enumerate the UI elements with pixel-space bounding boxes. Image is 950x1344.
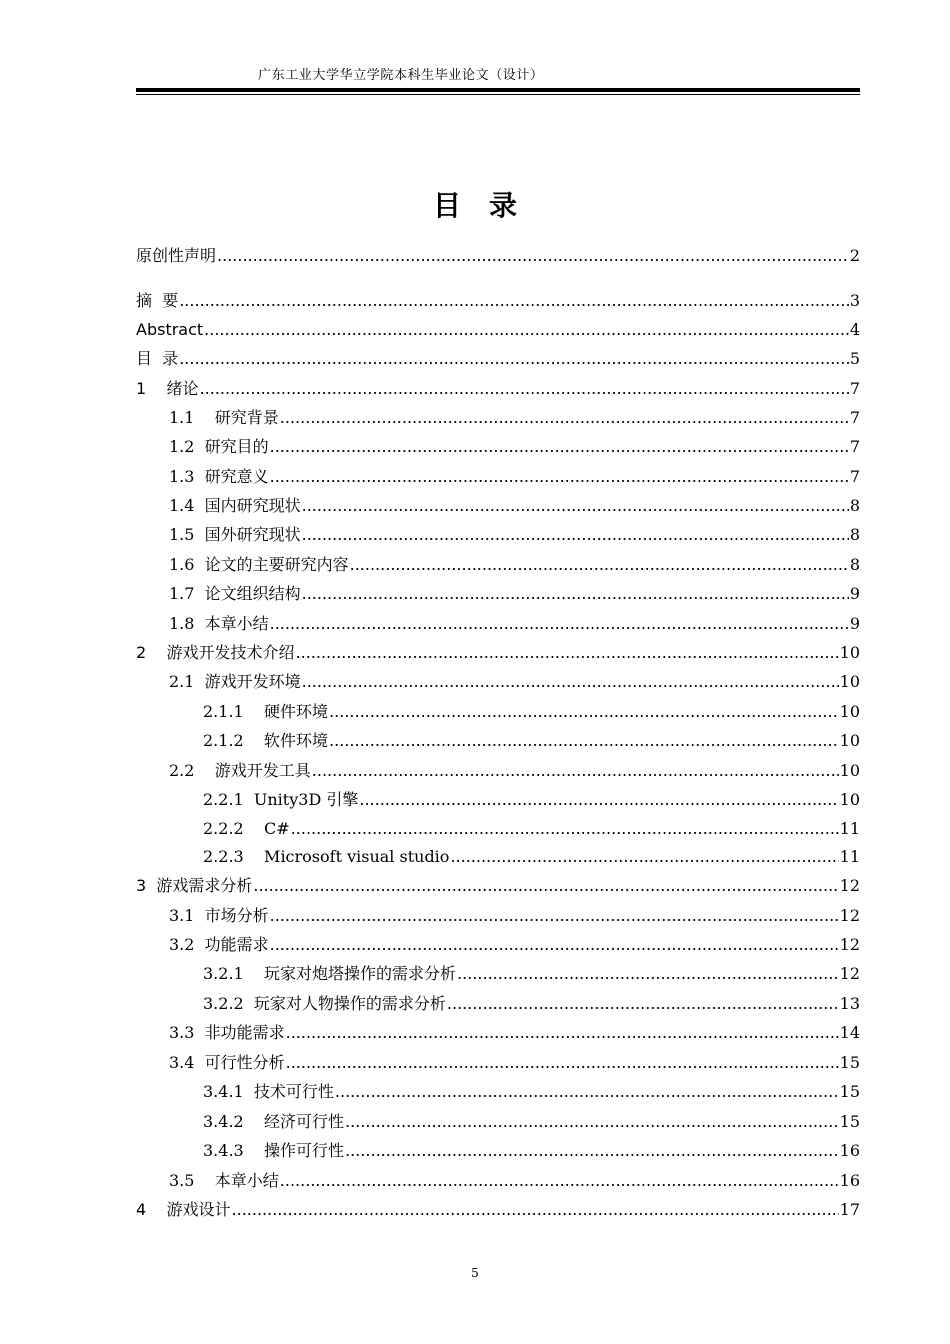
toc-entry-page: 7 bbox=[849, 437, 860, 456]
toc-entry-page: 11 bbox=[839, 819, 860, 838]
toc-leader-dots bbox=[302, 525, 849, 545]
toc-entry-page: 2 bbox=[849, 246, 860, 265]
toc-entry-page: 15 bbox=[839, 1053, 860, 1072]
toc-entry-label: 2.1 游戏开发环境 bbox=[169, 672, 301, 691]
toc-entry[interactable] bbox=[136, 639, 860, 663]
toc-entry[interactable] bbox=[136, 1049, 860, 1073]
toc-leader-dots bbox=[204, 320, 849, 340]
toc-entry-page: 5 bbox=[849, 349, 860, 368]
toc-leader-dots bbox=[280, 408, 849, 428]
toc-entry[interactable] bbox=[136, 551, 860, 575]
toc-entry[interactable] bbox=[136, 610, 860, 634]
toc-leader-dots bbox=[253, 876, 838, 896]
toc-entry-page: 17 bbox=[839, 1200, 860, 1219]
toc-entry-label: 2.2.1 Unity3D 引擎 bbox=[203, 790, 359, 809]
toc-entry-label: 3.1 市场分析 bbox=[169, 906, 269, 925]
toc-leader-dots bbox=[270, 614, 849, 634]
toc-leader-dots bbox=[457, 964, 839, 984]
toc-entry[interactable] bbox=[136, 580, 860, 604]
toc-entry-label: 目 录 bbox=[136, 349, 179, 368]
toc-entry-label: 3.2.1 玩家对炮塔操作的需求分析 bbox=[203, 964, 457, 983]
toc-entry-label: 1 绪论 bbox=[136, 379, 199, 398]
toc-leader-dots bbox=[345, 1112, 839, 1132]
toc-entry-page: 10 bbox=[839, 672, 860, 691]
toc-entry[interactable] bbox=[136, 242, 860, 266]
toc-entry-page: 3 bbox=[849, 291, 860, 310]
toc-entry-page: 13 bbox=[839, 994, 860, 1013]
toc-entry[interactable] bbox=[136, 872, 860, 896]
toc-entry[interactable] bbox=[136, 990, 860, 1014]
toc-entry-label: 2.1.1 硬件环境 bbox=[203, 702, 329, 721]
toc-entry[interactable] bbox=[136, 698, 860, 722]
toc-entry[interactable] bbox=[136, 786, 860, 810]
toc-entry-label: 2.2.2 C# bbox=[203, 819, 290, 838]
toc-leader-dots bbox=[329, 702, 839, 722]
toc-leader-dots bbox=[270, 467, 849, 487]
toc-entry-label: 3.2 功能需求 bbox=[169, 935, 269, 954]
header-rule-thin bbox=[136, 94, 860, 95]
toc-leader-dots bbox=[286, 1023, 839, 1043]
toc-leader-dots bbox=[296, 643, 839, 663]
toc-entry-page: 12 bbox=[839, 964, 860, 983]
toc-entry[interactable] bbox=[136, 404, 860, 428]
toc-leader-dots bbox=[179, 349, 849, 369]
toc-entry[interactable] bbox=[136, 668, 860, 692]
toc-entry[interactable] bbox=[136, 316, 860, 340]
toc-leader-dots bbox=[270, 437, 849, 457]
toc-entry-label: 1.2 研究目的 bbox=[169, 437, 269, 456]
toc-entry-page: 8 bbox=[849, 525, 860, 544]
toc-entry[interactable] bbox=[136, 815, 860, 839]
toc-entry-page: 15 bbox=[839, 1112, 860, 1131]
toc-entry-label: 3 游戏需求分析 bbox=[136, 876, 253, 895]
toc-leader-dots bbox=[217, 246, 849, 266]
toc-entry-label: 2.2 游戏开发工具 bbox=[169, 761, 311, 780]
toc-entry[interactable] bbox=[136, 1167, 860, 1191]
toc-entry-page: 16 bbox=[839, 1141, 860, 1160]
toc-leader-dots bbox=[291, 819, 839, 839]
toc-leader-dots bbox=[302, 496, 849, 516]
toc-entry[interactable] bbox=[136, 727, 860, 751]
toc-entry-page: 7 bbox=[849, 379, 860, 398]
toc-entry[interactable] bbox=[136, 1019, 860, 1043]
page-title: 目 录 bbox=[432, 189, 517, 222]
toc-entry-page: 10 bbox=[839, 761, 860, 780]
toc-leader-dots bbox=[286, 1053, 839, 1073]
toc-entry-page: 16 bbox=[839, 1171, 860, 1190]
toc-entry[interactable] bbox=[136, 843, 860, 867]
toc-entry-page: 8 bbox=[849, 555, 860, 574]
toc-entry-label: 1.5 国外研究现状 bbox=[169, 525, 301, 544]
toc-entry-label: 1.4 国内研究现状 bbox=[169, 496, 301, 515]
toc-leader-dots bbox=[270, 935, 839, 955]
toc-leader-dots bbox=[335, 1082, 839, 1102]
toc-entry-page: 12 bbox=[839, 876, 860, 895]
toc-leader-dots bbox=[302, 672, 839, 692]
toc-entry-label: 原创性声明 bbox=[136, 246, 217, 265]
toc-entry[interactable] bbox=[136, 1078, 860, 1102]
toc-entry[interactable] bbox=[136, 1108, 860, 1132]
toc-entry[interactable] bbox=[136, 287, 860, 311]
toc-entry-page: 10 bbox=[839, 790, 860, 809]
toc-entry-label: 3.4.2 经济可行性 bbox=[203, 1112, 345, 1131]
toc-leader-dots bbox=[270, 906, 839, 926]
toc-entry-page: 12 bbox=[839, 935, 860, 954]
toc-leader-dots bbox=[329, 731, 839, 751]
toc-entry-label: 3.2.2 玩家对人物操作的需求分析 bbox=[203, 994, 446, 1013]
toc-entry-page: 10 bbox=[839, 643, 860, 662]
toc-entry-page: 8 bbox=[849, 496, 860, 515]
toc-entry[interactable] bbox=[136, 931, 860, 955]
toc-entry-label: 1.1 研究背景 bbox=[169, 408, 279, 427]
toc-entry[interactable] bbox=[136, 960, 860, 984]
toc-entry[interactable] bbox=[136, 433, 860, 457]
toc-leader-dots bbox=[280, 1171, 839, 1191]
toc-entry-label: 3.4.1 技术可行性 bbox=[203, 1082, 334, 1101]
toc-entry[interactable] bbox=[136, 902, 860, 926]
toc-entry-page: 12 bbox=[839, 906, 860, 925]
toc-entry-page: 11 bbox=[839, 847, 860, 866]
toc-entry-page: 9 bbox=[849, 614, 860, 633]
toc-entry-label: 3.4.3 操作可行性 bbox=[203, 1141, 345, 1160]
toc-entry[interactable] bbox=[136, 521, 860, 545]
toc-entry[interactable] bbox=[136, 492, 860, 516]
toc-entry-page: 15 bbox=[839, 1082, 860, 1101]
toc-leader-dots bbox=[200, 379, 849, 399]
toc-entry-label: 2 游戏开发技术介绍 bbox=[136, 643, 295, 662]
toc-entry-page: 9 bbox=[849, 584, 860, 603]
toc-entry-label: 1.6 论文的主要研究内容 bbox=[169, 555, 349, 574]
toc-entry-page: 10 bbox=[839, 702, 860, 721]
toc-entry-page: 14 bbox=[839, 1023, 860, 1042]
toc-entry-label: 3.5 本章小结 bbox=[169, 1171, 279, 1190]
toc-entry[interactable] bbox=[136, 375, 860, 399]
toc-leader-dots bbox=[450, 847, 838, 867]
toc-entry-page: 7 bbox=[849, 467, 860, 486]
toc-entry-label: 1.3 研究意义 bbox=[169, 467, 269, 486]
toc-entry-label: 3.3 非功能需求 bbox=[169, 1023, 285, 1042]
toc-entry-label: Abstract bbox=[136, 320, 204, 339]
toc-entry[interactable] bbox=[136, 757, 860, 781]
toc-entry-label: 摘 要 bbox=[136, 291, 179, 310]
toc-leader-dots bbox=[345, 1141, 839, 1161]
toc-leader-dots bbox=[232, 1200, 839, 1220]
toc-entry-label: 3.4 可行性分析 bbox=[169, 1053, 285, 1072]
toc-entry-label: 1.7 论文组织结构 bbox=[169, 584, 301, 603]
running-header: 广东工业大学华立学院本科生毕业论文（设计） bbox=[258, 68, 544, 83]
toc-leader-dots bbox=[302, 584, 849, 604]
toc-entry-label: 2.1.2 软件环境 bbox=[203, 731, 329, 750]
toc-leader-dots bbox=[179, 291, 849, 311]
toc-leader-dots bbox=[350, 555, 849, 575]
toc-entry-label: 4 游戏设计 bbox=[136, 1200, 231, 1219]
header-rule-thick bbox=[136, 88, 860, 92]
toc-entry-page: 4 bbox=[849, 320, 860, 339]
toc-entry[interactable] bbox=[136, 463, 860, 487]
toc-entry-page: 7 bbox=[849, 408, 860, 427]
toc-leader-dots bbox=[359, 790, 838, 810]
toc-entry-label: 2.2.3 Microsoft visual studio bbox=[203, 847, 450, 866]
toc-entry[interactable] bbox=[136, 345, 860, 369]
toc-entry[interactable] bbox=[136, 1196, 860, 1220]
toc-leader-dots bbox=[312, 761, 839, 781]
toc-entry[interactable] bbox=[136, 1137, 860, 1161]
toc-entry-label: 1.8 本章小结 bbox=[169, 614, 269, 633]
toc-leader-dots bbox=[447, 994, 839, 1014]
toc-entry-page: 10 bbox=[839, 731, 860, 750]
footer-page-number: 5 bbox=[471, 1266, 479, 1280]
